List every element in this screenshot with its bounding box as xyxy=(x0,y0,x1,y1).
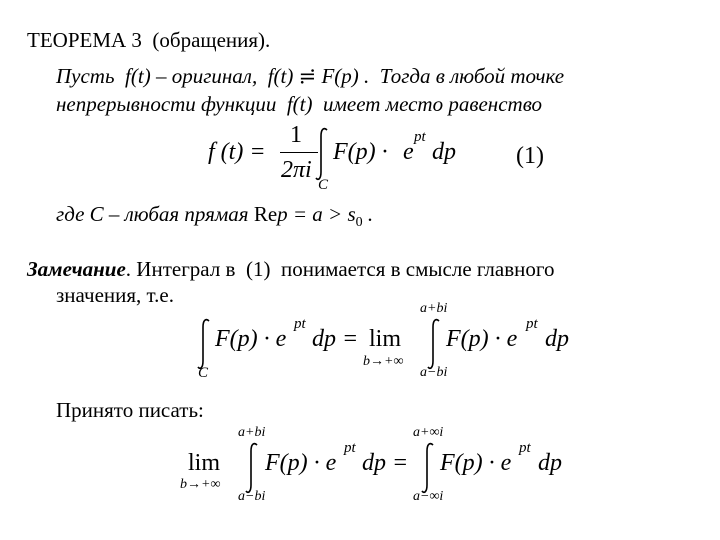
formula1-frac-den: 2πi xyxy=(281,157,312,183)
formula3-lower1: a−bi xyxy=(238,489,266,504)
statement-line-1 xyxy=(56,66,564,87)
statement-text: имеет место равенство xyxy=(322,92,543,116)
formula3-integrand2: F(p) · e xyxy=(440,450,512,476)
formula2-lower: a−bi xyxy=(420,365,448,380)
theorem-subtitle: (обращения). xyxy=(152,28,271,52)
formula3-dp-eq: dp = xyxy=(362,450,409,476)
formula3-upper2: a+∞i xyxy=(413,425,444,440)
formula1-dp: dp xyxy=(432,139,456,165)
formula1-frac-num: 1 xyxy=(290,122,302,148)
remark-text: значения, т.е. xyxy=(56,283,174,307)
remark-label: Замечание xyxy=(27,257,126,281)
where-condition: p = a > s xyxy=(277,202,356,226)
remark-line-1 xyxy=(27,259,554,280)
formula3-lim: lim xyxy=(188,450,221,476)
formula2-contour: C xyxy=(198,365,209,381)
integral-sign-icon xyxy=(244,441,260,495)
remark-text: понимается в смысле главного xyxy=(280,257,555,281)
integral-sign-icon xyxy=(314,126,330,182)
formula3-exp-power2: pt xyxy=(519,440,531,456)
formula2-exp-power-left: pt xyxy=(294,316,306,332)
integral-sign-icon xyxy=(420,441,436,495)
formula3-dp: dp xyxy=(538,450,562,476)
integral-sign-icon xyxy=(426,317,442,371)
formula3-lower2: a−∞i xyxy=(413,489,444,504)
formula2-exp-power-right: pt xyxy=(526,316,538,332)
theorem-number: ТЕОРЕМА 3 xyxy=(27,28,142,52)
statement-function: f(t) xyxy=(125,64,151,88)
formula2-dp: dp xyxy=(545,326,569,352)
remark-text: . Интеграл в xyxy=(125,257,236,281)
statement-text: Пусть xyxy=(56,64,115,88)
formula1-lhs: f (t) = xyxy=(208,139,266,165)
formula1-exp-base: e xyxy=(403,139,414,165)
integral-sign-icon xyxy=(196,317,212,371)
formula3-lim-sub: b→+∞ xyxy=(180,477,221,492)
formula2-upper: a+bi xyxy=(420,301,448,316)
statement-function: f(t) xyxy=(286,92,313,116)
statement-text: Тогда в любой точке xyxy=(379,64,565,88)
accepted-text xyxy=(56,400,204,421)
accepted-label: Принято писать: xyxy=(56,398,204,422)
formula2-lim: lim xyxy=(369,326,402,352)
formula1-tag: (1) xyxy=(516,143,544,169)
formula3-exp-power1: pt xyxy=(344,440,356,456)
statement-line-2 xyxy=(56,94,542,115)
where-period: . xyxy=(367,202,374,226)
formula3-upper1: a+bi xyxy=(238,425,266,440)
remark-equation-ref: (1) xyxy=(245,257,271,281)
theorem-heading xyxy=(27,30,270,51)
formula2-dp-eq: dp = xyxy=(312,326,359,352)
formula1-integrand: F(p) · xyxy=(333,139,388,165)
statement-correspondence: f(t) ≓ F(p) . xyxy=(267,64,370,88)
real-part-operator: Re xyxy=(253,202,278,226)
remark-line-2 xyxy=(56,285,174,306)
formula3-integrand1: F(p) · e xyxy=(265,450,337,476)
formula1-exp-power: pt xyxy=(414,129,426,145)
where-line xyxy=(56,204,373,230)
formula2-integrand-right: F(p) · e xyxy=(446,326,518,352)
formula2-integrand-left: F(p) · e xyxy=(215,326,287,352)
formula1-frac-bar xyxy=(280,152,318,153)
statement-text: непрерывности функции xyxy=(56,92,277,116)
where-text: где С – любая прямая xyxy=(56,202,249,226)
formula2-lim-sub: b→+∞ xyxy=(363,354,404,369)
subscript-zero: 0 xyxy=(355,215,363,231)
formula1-contour: C xyxy=(318,177,329,193)
statement-text: – оригинал, xyxy=(155,64,258,88)
